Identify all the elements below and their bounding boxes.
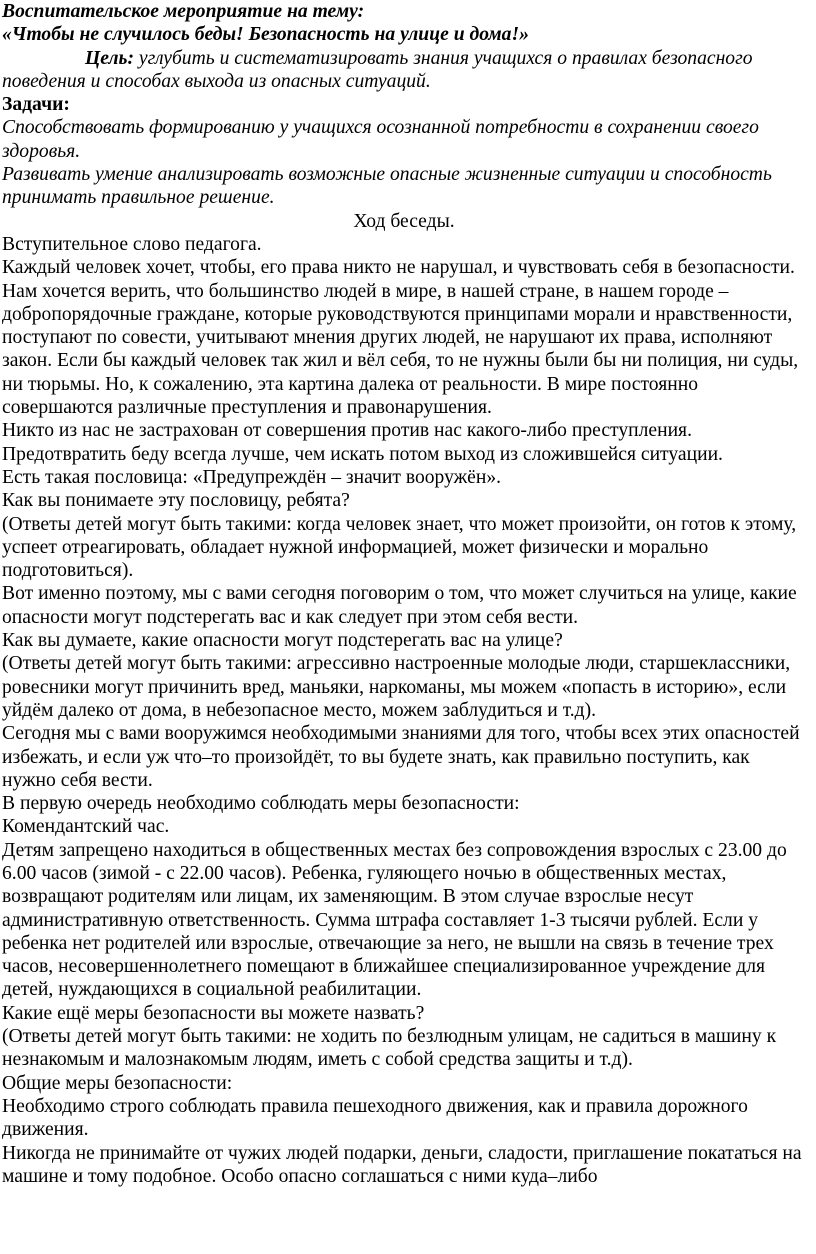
course-title: Ход беседы.	[353, 210, 455, 232]
body-paragraph: (Ответы детей могут быть такими: когда человек знает, что может произойти, он готов к этому, успеет отреагировать, обладает нужной информацией, может физически и морально подготовиться).	[2, 513, 797, 582]
task-item: Развивать умение анализировать возможные опасные жизненные ситуации и способность принимать правильное решение.	[2, 164, 772, 209]
task-item: Способствовать формированию у учащихся осознанной потребности в сохранении своего здоровья.	[2, 117, 759, 162]
document-title: «Чтобы не случилось беды! Безопасность на улице и дома!»	[2, 24, 529, 46]
body-paragraph: Каждый человек хочет, чтобы, его права никто не нарушал, и чувствовать себя в безопасности. Нам хочется верить, что большинство людей в мире, в нашей стране, в нашем городе – добропорядочные граждане, которые руководствуются принципами морали и нравственности, поступают по совести, учитывают мнения других людей, не нарушают их права, исполняют закон. Если бы каждый человек так жил и вёл себя, то не нужны были бы ни полиция, ни суды, ни тюрьмы. Но, к сожалению, эта картина далека от реальности. В мире постоянно совершаются различные преступления и правонарушения.	[2, 257, 799, 419]
body-paragraph: Предотвратить беду всегда лучше, чем искать потом выход из сложившейся ситуации.	[2, 443, 723, 465]
body-paragraph: (Ответы детей могут быть такими: агрессивно настроенные молодые люди, старшеклассники, ровесники могут причинить вред, маньяки, наркоманы, мы можем «попасть в историю», если уйдём далеко от дома, в небезопасное место, можем заблудиться и т.д).	[2, 653, 791, 721]
body-paragraph: Вступительное слово педагога.	[2, 233, 262, 255]
body-paragraph: Комендантский час.	[2, 816, 170, 838]
body-paragraph: Детям запрещено находиться в общественных местах без сопровождения взрослых с 23.00 до 6.00 часов (зимой - с 22.00 часов). Ребенка, гуляющего ночью в общественных местах, возвращают родителям или лицам, их заменяющим. В этом случае взрослые несут административную ответственность. Сумма штрафа составляет 1-3 тысячи рублей. Если у ребенка нет родителей или взрослые, отвечающие за него, не вышли на связь в течение трех часов, несовершеннолетнего помещают в ближайшее специализированное учреждение для детей, нуждающихся в социальной реабилитации.	[2, 839, 787, 1001]
body-paragraph: Никогда не принимайте от чужих людей подарки, деньги, сладости, приглашение покататься на машине и тому подобное. Особо опасно соглашаться с ними куда–либо	[2, 1142, 802, 1187]
body-paragraph: Вот именно поэтому, мы с вами сегодня поговорим о том, что может случиться на улице, какие опасности могут подстерегать вас и как следует при этом себя вести.	[2, 583, 797, 628]
body-paragraph: Какие ещё меры безопасности вы можете назвать?	[2, 1002, 425, 1024]
body-paragraph: Никто из нас не застрахован от совершения против нас какого-либо преступления.	[2, 420, 692, 442]
body-paragraph: Сегодня мы с вами вооружимся необходимыми знаниями для того, чтобы всех этих опасностей избежать, и если уж что–то произойдёт, то вы будете знать, как правильно поступить, как нужно себя вести.	[2, 723, 800, 791]
body-paragraph: В первую очередь необходимо соблюдать меры безопасности:	[2, 793, 520, 815]
body-paragraph: Есть такая пословица: «Предупреждён – значит вооружён».	[2, 466, 502, 488]
body-paragraph: Как вы думаете, какие опасности могут подстерегать вас на улице?	[2, 630, 563, 652]
body-paragraph: Необходимо строго соблюдать правила пешеходного движения, как и правила дорожного движения.	[2, 1095, 748, 1141]
goal-paragraph	[2, 47, 806, 94]
goal-label: Цель:	[85, 47, 134, 69]
header-line-1: Воспитательское мероприятие на тему:	[2, 1, 365, 22]
body-paragraph: (Ответы детей могут быть такими: не ходить по безлюдным улицам, не садиться в машину к незнакомым и малознакомым людям, иметь с собой средства защиты и т.д).	[2, 1026, 777, 1071]
body-paragraph: Как вы понимаете эту пословицу, ребята?	[2, 490, 350, 512]
body-paragraph: Общие меры безопасности:	[2, 1072, 233, 1094]
goal-text: углубить и систематизировать знания учащихся о правилах безопасного поведения и способах выхода из опасных ситуаций.	[2, 47, 753, 92]
tasks-title: Задачи:	[2, 94, 70, 116]
